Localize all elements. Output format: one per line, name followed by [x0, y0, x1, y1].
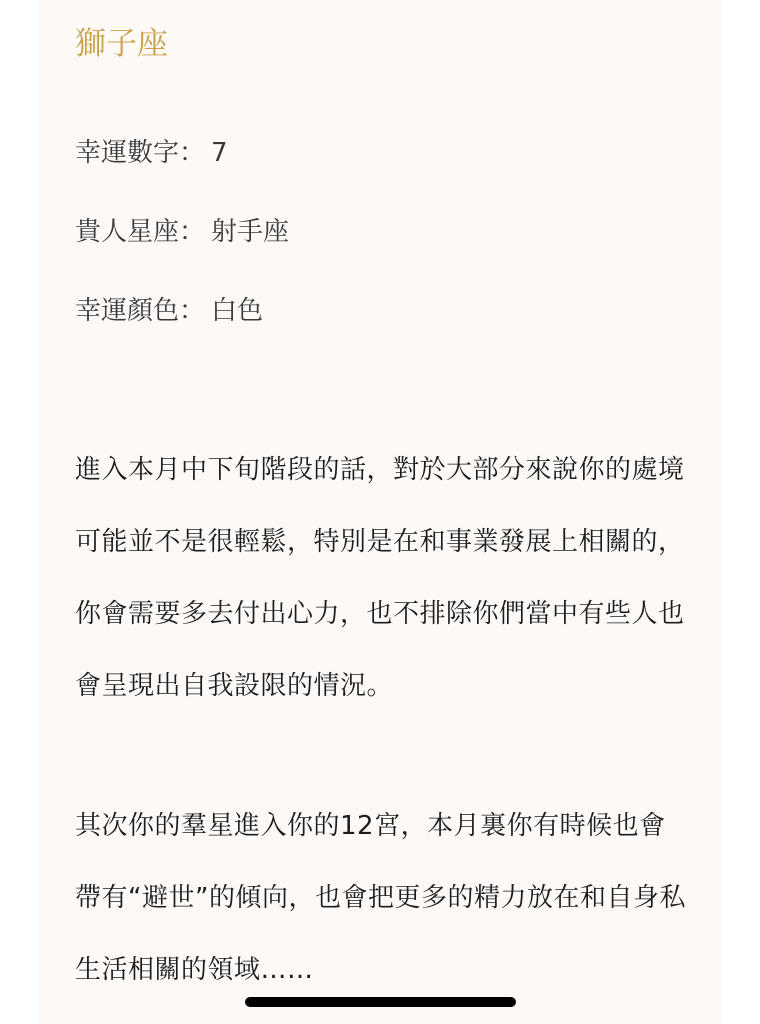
lucky-color-row	[75, 291, 289, 331]
lucky-color-label: 幸運顏色：	[75, 296, 206, 326]
lucky-number-label: 幸運數字：	[75, 138, 206, 168]
lucky-number-row	[75, 133, 289, 173]
home-indicator[interactable]	[245, 997, 516, 1007]
noble-sign-value: 射手座	[211, 217, 290, 247]
lucky-color-value: 白色	[211, 296, 264, 326]
noble-sign-row	[75, 212, 289, 252]
lucky-info-list	[75, 133, 289, 370]
lucky-number-value: 7	[211, 138, 228, 168]
sign-title: 獅子座	[75, 26, 168, 62]
article-paragraph: 進入本月中下旬階段的話，對於大部分來說你的處境可能並不是很輕鬆，特別是在和事業發展上相關的，你會需要多去付出心力，也不排除你們當中有些人也會呈現出自我設限的情況。	[75, 455, 685, 701]
article-paragraph: 其次你的羣星進入你的12宮，本月裏你有時候也會帶有“避世”的傾向，也會把更多的精力放在和自身私生活相關的領域……	[75, 811, 686, 985]
noble-sign-label: 貴人星座：	[75, 217, 206, 247]
